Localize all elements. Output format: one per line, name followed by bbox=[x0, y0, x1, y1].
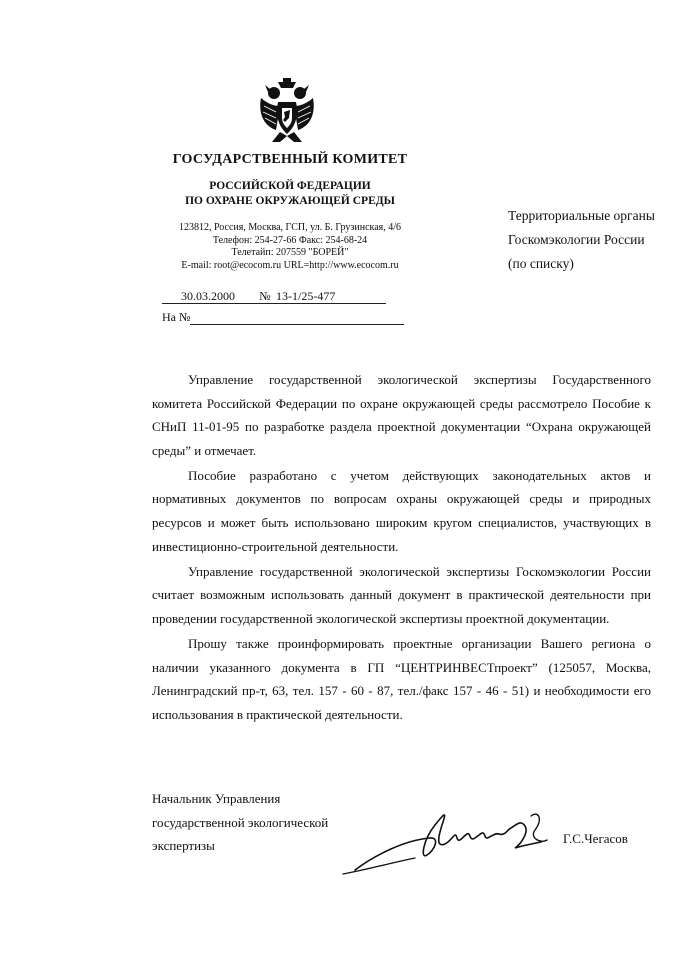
signatory-name: Г.С.Чегасов bbox=[563, 831, 628, 846]
address-line: 123812, Россия, Москва, ГСП, ул. Б. Грузинская, 4/6 bbox=[178, 222, 402, 233]
recipient-line-1: Территориальные органы bbox=[508, 208, 655, 223]
paragraph: Пособие разработано с учетом действующих законодательных актов и нормативных документов по вопросам охраны окружающей среды и природных ресурсов и может быть использовано широким кругом специалистов, участвующих в инвестиционно-строительной деятельности. bbox=[152, 467, 651, 554]
paragraph: Управление государственной экологической экспертизы Госкомэкологии России считает возможным использовать данный документ в практической деятельности при проведении государственной экологической экспертизы проектной документации. bbox=[152, 563, 651, 626]
recipient-line-2: Госкомэкологии России bbox=[508, 232, 645, 247]
recipient-block bbox=[508, 204, 655, 276]
number-label: № bbox=[254, 290, 276, 304]
purpose-line: ПО ОХРАНЕ ОКРУЖАЮЩЕЙ СРЕДЫ bbox=[185, 195, 395, 207]
email-line: E-mail: root@ecocom.ru URL=http://www.ecocom.ru bbox=[181, 259, 399, 271]
double-headed-eagle-emblem bbox=[258, 76, 316, 146]
paragraph: Управление государственной экологической экспертизы Государственного комитета Российской Федерации по охране окружающей среды рассмотрело Пособие к СНиП 11-01-95 по разработке раздела проектной документации “Охрана окружающей среды” и отмечает. bbox=[152, 372, 651, 458]
letter-number: 13-1/25-477 bbox=[276, 290, 386, 304]
signatory-title-line-3: экспертизы bbox=[152, 838, 215, 853]
signatory-title-line-1: Начальник Управления bbox=[152, 791, 281, 806]
phone-line: Телефон: 254-27-66 Факс: 254-68-24 bbox=[212, 234, 368, 246]
recipient-line-3: (по списку) bbox=[508, 256, 574, 271]
contact-block bbox=[140, 222, 440, 272]
committee-heading: ГОСУДАРСТВЕННЫЙ КОМИТЕТ bbox=[172, 152, 408, 167]
signatory-title bbox=[152, 787, 328, 858]
telex-line: Телетайп: 207559 "БОРЕЙ" bbox=[231, 247, 349, 258]
handwritten-signature bbox=[335, 800, 565, 880]
reply-label: На № bbox=[162, 310, 191, 324]
letter-body bbox=[152, 368, 651, 728]
paragraph: Прошу также проинформировать проектные организации Вашего региона о наличии указанного документа в ГП “ЦЕНТРИНВЕСТпроект” (125057, Москва, Ленинградский пр-т, 63, тел. 157 - 60 - 87, тел./факс 157 - 46 - 51) и необходимости его использования в практической деятельности. bbox=[152, 636, 651, 722]
federation-line: РОССИЙСКОЙ ФЕДЕРАЦИИ bbox=[209, 180, 371, 192]
letter-date: 30.03.2000 bbox=[162, 290, 254, 304]
signatory-title-line-2: государственной экологической bbox=[152, 814, 329, 830]
incoming-reference bbox=[162, 310, 404, 325]
reply-number-blank bbox=[190, 311, 404, 325]
committee-subheading bbox=[170, 179, 410, 209]
outgoing-reference bbox=[162, 289, 386, 304]
